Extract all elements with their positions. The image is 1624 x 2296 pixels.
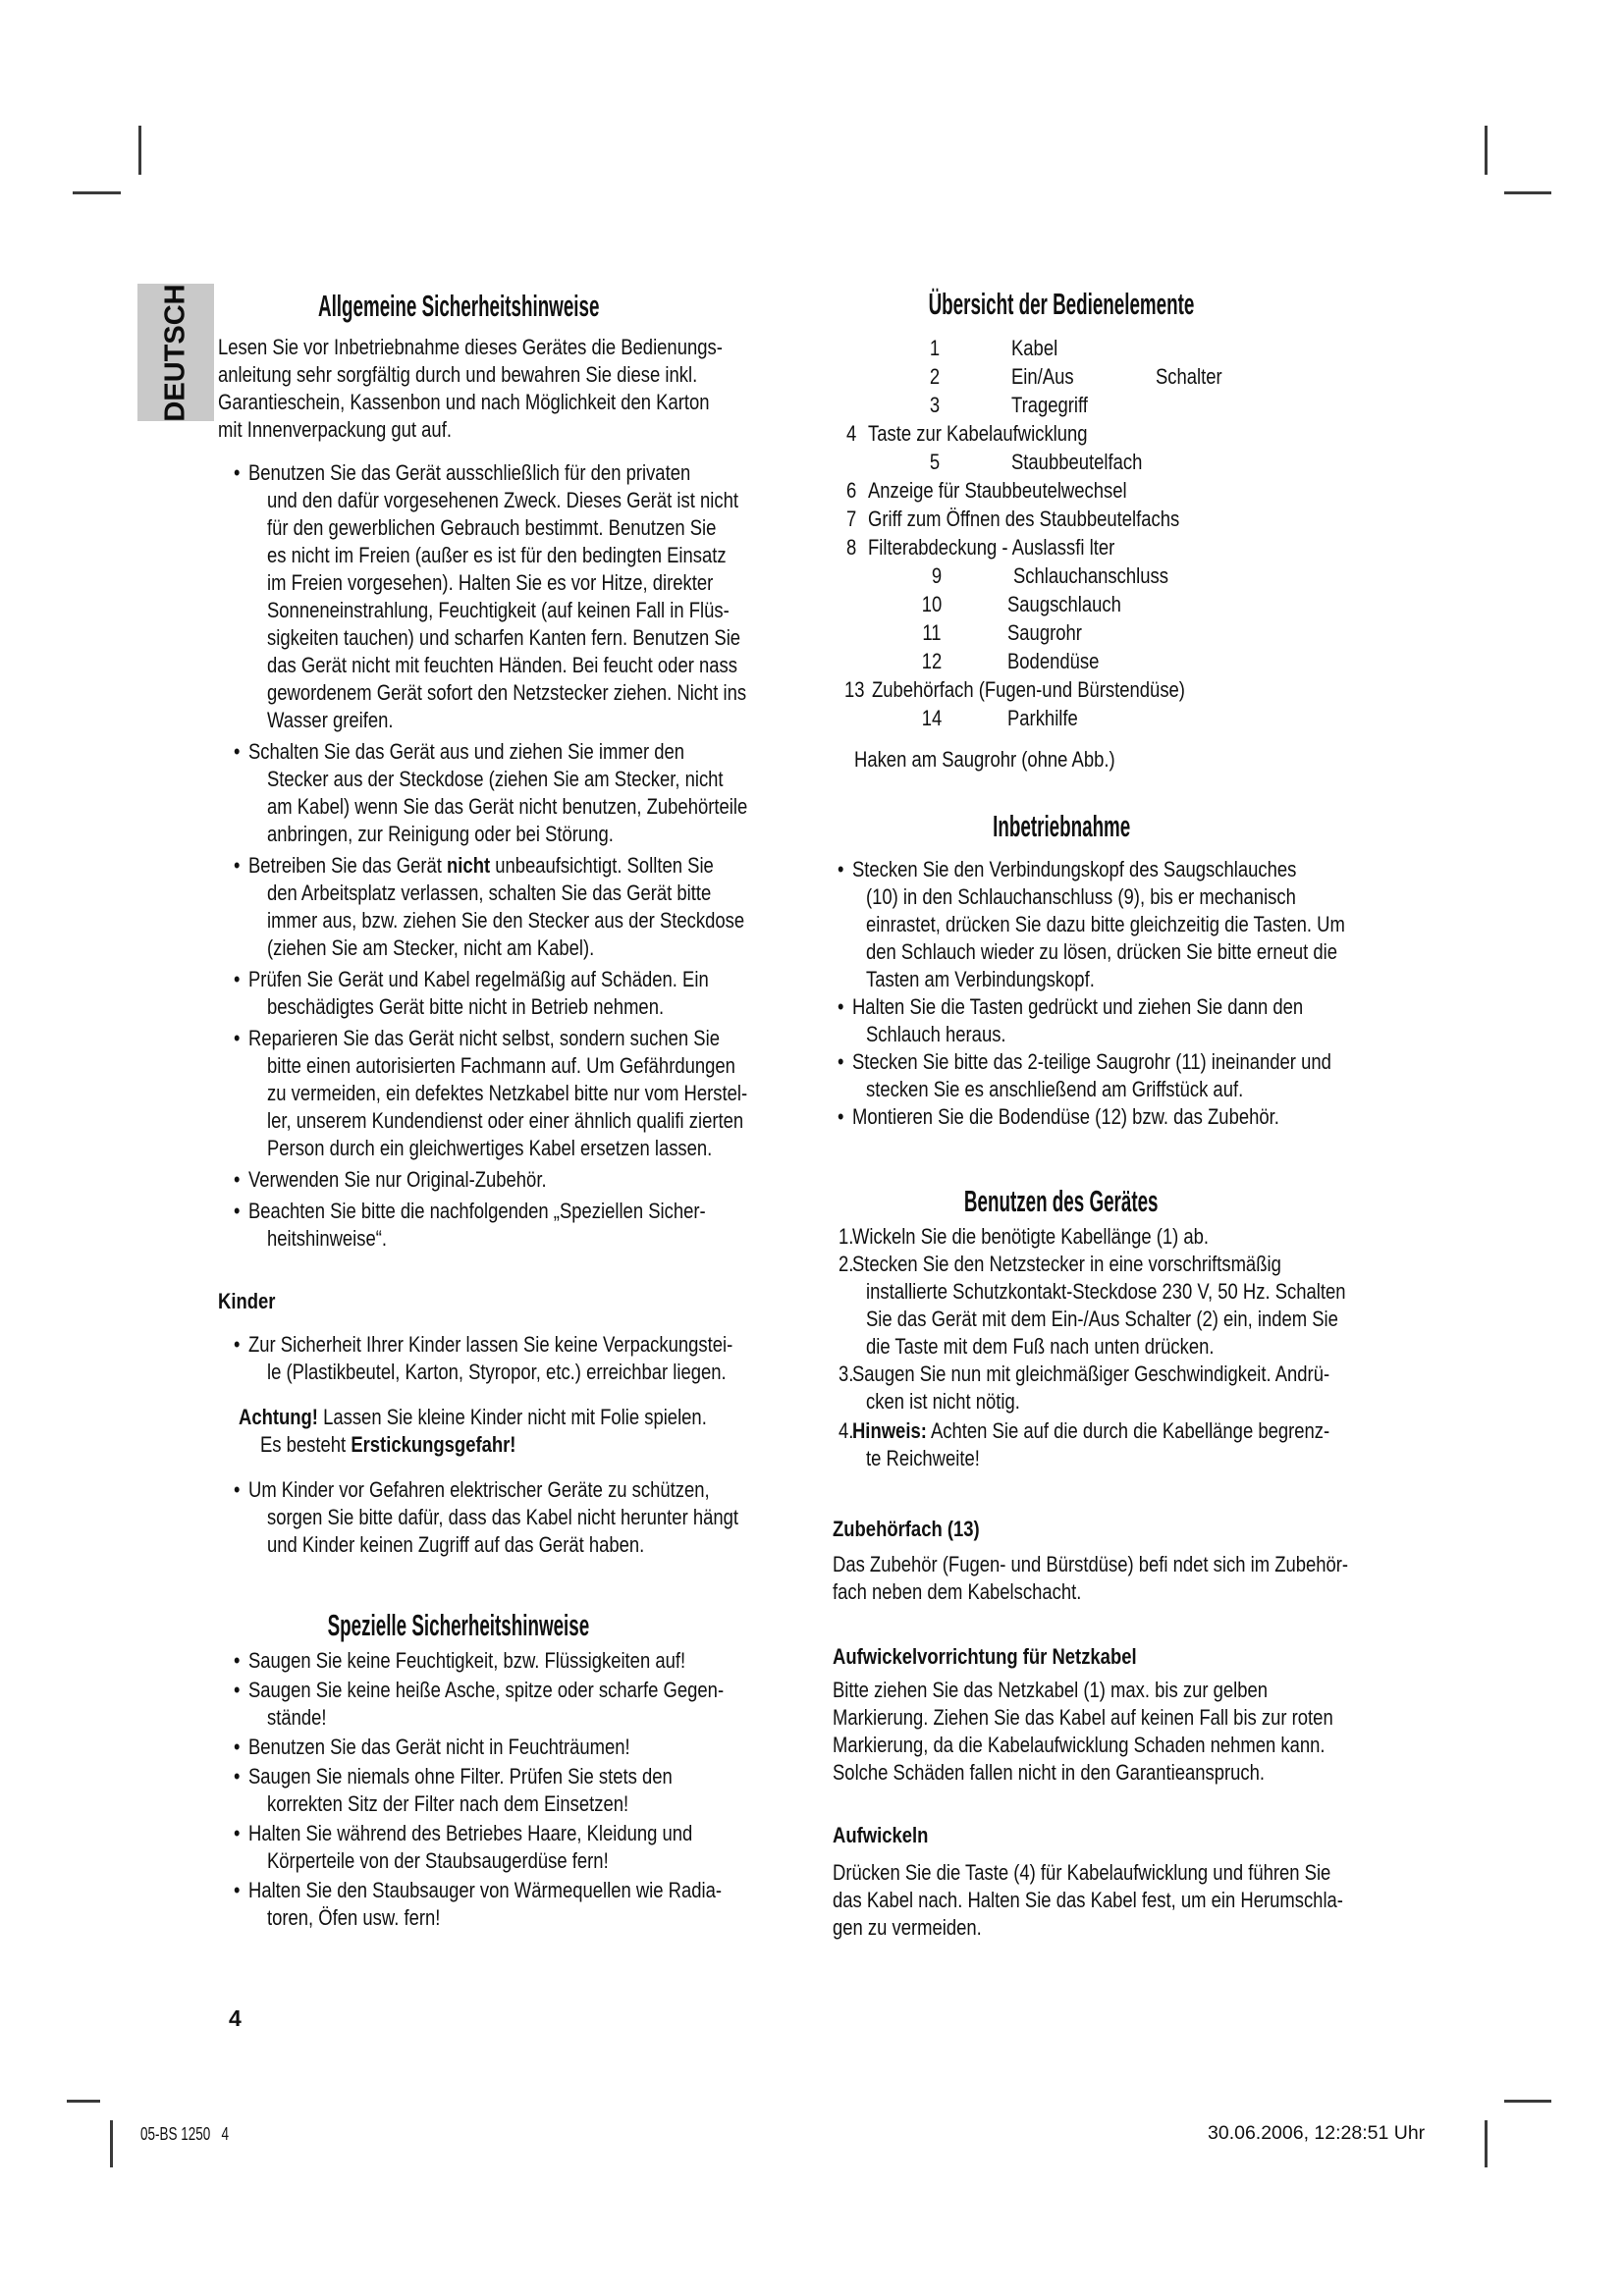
text-line xyxy=(218,1431,830,1459)
section-heading-text xyxy=(328,1606,590,1645)
text-run: Zubehörfach (13) xyxy=(833,1517,980,1541)
text-line xyxy=(218,852,830,880)
text-line xyxy=(218,1704,830,1732)
text-line xyxy=(833,938,1492,966)
parts-list-cell: 3 xyxy=(929,393,941,417)
bullet-item xyxy=(218,852,830,962)
bullet-marker: • xyxy=(233,1764,241,1789)
text-line xyxy=(218,1763,830,1790)
text-line xyxy=(218,416,830,444)
text-run: Stecker aus der Steckdose (ziehen Sie am Stecker, nicht xyxy=(266,767,724,791)
text-run: Schlauch heraus. xyxy=(865,1022,1006,1046)
subheading xyxy=(833,1516,1492,1543)
text-run: bitte einen autorisierten Fachmann auf. Um Gefährdungen xyxy=(266,1053,735,1078)
text-line xyxy=(218,1904,830,1932)
text-run: Inbetriebnahme xyxy=(992,809,1130,843)
text-run: Körperteile von der Staubsaugerdüse fern! xyxy=(266,1848,609,1873)
text-line xyxy=(218,597,830,624)
footer-timestamp: 30.06.2006, 12:28:51 Uhr xyxy=(1208,2122,1426,2144)
parts-list-cell: Schlauchanschluss xyxy=(1012,563,1168,588)
text-line xyxy=(833,883,1492,911)
parts-list-cell: 1 xyxy=(929,336,941,360)
text-run: unbeaufsichtigt. Sollten Sie xyxy=(490,853,714,878)
bullet-item xyxy=(833,1048,1492,1103)
text-line xyxy=(218,542,830,569)
section-heading xyxy=(218,287,699,326)
parts-list-cell: 7 xyxy=(845,507,857,531)
text-line xyxy=(218,1734,830,1761)
parts-list-cell: Griff zum Öffnen des Staubbeutelfachs xyxy=(867,507,1180,531)
bullet-marker: • xyxy=(233,967,241,991)
text-run: Stecken Sie den Netzstecker in eine vorschriftsmäßig xyxy=(851,1252,1281,1276)
text-run: beschädigtes Gerät bitte nicht in Betrieb nehmen. xyxy=(266,994,665,1019)
bullet-item xyxy=(218,1647,830,1675)
text-run: stände! xyxy=(266,1705,327,1730)
text-line xyxy=(218,907,830,934)
parts-list-cell: 13 xyxy=(843,677,865,702)
text-line xyxy=(833,1103,1492,1131)
parts-list-row xyxy=(833,476,1492,505)
parts-list-cell: 6 xyxy=(845,478,857,503)
text-run: fach neben dem Kabelschacht. xyxy=(833,1579,1082,1604)
parts-list-row xyxy=(833,419,1492,448)
text-run: Benutzen Sie das Gerät nicht in Feuchträumen! xyxy=(247,1735,630,1759)
text-line xyxy=(833,1732,1492,1759)
bullet-marker: • xyxy=(233,1878,241,1902)
text-run: und Kinder keinen Zugriff auf das Gerät haben. xyxy=(266,1532,645,1557)
bullet-marker: • xyxy=(233,1199,241,1223)
text-run: le (Plastikbeutel, Karton, Styropor, etc.) erreichbar liegen. xyxy=(266,1360,727,1384)
text-line xyxy=(218,679,830,707)
bullet-marker: • xyxy=(233,1167,241,1192)
text-line xyxy=(833,1306,1492,1333)
bullet-marker: • xyxy=(233,1821,241,1845)
text-run: das Gerät nicht mit feuchten Händen. Bei feucht oder nass xyxy=(266,653,737,677)
section-heading xyxy=(218,1606,699,1645)
paragraph xyxy=(833,1859,1492,1942)
page-number: 4 xyxy=(229,2005,242,2031)
text-line xyxy=(218,993,830,1021)
text-run: (10) in den Schlauchanschluss (9), bis er mechanisch xyxy=(865,884,1296,909)
text-line xyxy=(218,1677,830,1704)
parts-list-row xyxy=(833,704,1492,732)
text-run: Wickeln Sie die benötigte Kabellänge (1) ab. xyxy=(851,1224,1210,1249)
crop-mark-top-right-vertical xyxy=(1485,126,1488,175)
text-line xyxy=(218,934,830,962)
text-run: Aufwickelvorrichtung für Netzkabel xyxy=(833,1644,1137,1669)
section-heading-text xyxy=(928,285,1194,324)
text-run: cken ist nicht nötig. xyxy=(865,1389,1020,1414)
parts-list-cell: 14 xyxy=(921,706,943,730)
text-run: Spezielle Sicherheitshinweise xyxy=(327,1608,590,1642)
crop-mark-bottom-left-horizontal xyxy=(67,2100,100,2103)
text-run: mit Innenverpackung gut auf. xyxy=(218,417,452,442)
bullet-marker: • xyxy=(837,1049,844,1074)
text-run: Saugen Sie keine heiße Asche, spitze oder scharfe Gegen- xyxy=(247,1678,725,1702)
text-line xyxy=(218,1198,830,1225)
text-run: einrastet, drücken Sie dazu bitte gleichzeitig die Tasten. Um xyxy=(865,912,1345,936)
text-run: installierte Schutzkontakt-Steckdose 230 V, 50 Hz. Schalten xyxy=(865,1279,1346,1304)
bullet-item xyxy=(218,1677,830,1732)
text-line xyxy=(218,361,830,389)
text-line xyxy=(218,1166,830,1194)
parts-list-cell: Ein/Aus xyxy=(1010,364,1074,389)
text-run: Sie das Gerät mit dem Ein-/Aus Schalter (2) ein, indem Sie xyxy=(865,1307,1338,1331)
section-heading xyxy=(833,807,1290,846)
text-line xyxy=(833,856,1492,883)
text-run: Zur Sicherheit Ihrer Kinder lassen Sie keine Verpackungstei- xyxy=(247,1332,733,1357)
text-line xyxy=(218,1504,830,1531)
right-column xyxy=(833,285,1492,1942)
text-line xyxy=(218,624,830,652)
text-run: korrekten Sitz der Filter nach dem Einsetzen! xyxy=(266,1791,629,1816)
bullet-marker: • xyxy=(233,1477,241,1502)
text-run: Saugen Sie keine Feuchtigkeit, bzw. Flüssigkeiten auf! xyxy=(247,1648,686,1673)
text-run: Montieren Sie die Bodendüse (12) bzw. das Zubehör. xyxy=(851,1104,1279,1129)
text-line xyxy=(218,389,830,416)
bullet-item xyxy=(218,1877,830,1932)
text-run: Solche Schäden fallen nicht in den Garantieanspruch. xyxy=(833,1760,1266,1785)
paragraph xyxy=(833,746,1492,774)
text-run: Verwenden Sie nur Original-Zubehör. xyxy=(247,1167,547,1192)
parts-list-cell: Filterabdeckung - Auslassfi lter xyxy=(867,535,1115,560)
bullet-item xyxy=(218,1025,830,1162)
text-run: Garantieschein, Kassenbon und nach Möglichkeit den Karton xyxy=(218,390,710,414)
language-tab-label: DEUTSCH xyxy=(159,283,191,422)
text-run: Reparieren Sie das Gerät nicht selbst, sondern suchen Sie xyxy=(247,1026,720,1050)
text-run: anleitung sehr sorgfältig durch und bewahren Sie diese inkl. xyxy=(218,362,698,387)
text-run: es nicht im Freien (außer es ist für den bedingten Einsatz xyxy=(266,543,727,567)
section-heading-text xyxy=(993,807,1130,846)
text-line xyxy=(218,334,830,361)
text-run: sorgen Sie bitte dafür, dass das Kabel nicht herunter hängt xyxy=(266,1505,739,1529)
text-line xyxy=(833,1278,1492,1306)
parts-list-cell: Anzeige für Staubbeutelwechsel xyxy=(867,478,1127,503)
parts-list-cell: Saugschlauch xyxy=(1006,592,1121,616)
bullet-item xyxy=(218,1820,830,1875)
bullet-marker: • xyxy=(837,857,844,881)
text-line xyxy=(218,1877,830,1904)
text-line xyxy=(833,1551,1492,1578)
text-line xyxy=(833,1076,1492,1103)
text-line xyxy=(833,1914,1492,1942)
text-run: te Reichweite! xyxy=(865,1446,980,1470)
parts-list-cell: 9 xyxy=(931,563,943,588)
subheading xyxy=(833,1643,1492,1671)
item-number: 1. xyxy=(838,1224,854,1249)
bullet-marker: • xyxy=(837,994,844,1019)
text-run: gen zu vermeiden. xyxy=(833,1915,982,1940)
bullet-item xyxy=(218,1331,830,1386)
text-run: und den dafür vorgesehenen Zweck. Dieses Gerät ist nicht xyxy=(266,488,738,512)
parts-list-cell: Schalter xyxy=(1155,364,1222,389)
text-line xyxy=(833,911,1492,938)
parts-list-cell: Tragegriff xyxy=(1010,393,1088,417)
parts-list-row xyxy=(833,561,1492,590)
parts-list-row xyxy=(833,590,1492,618)
crop-mark-bottom-right-vertical xyxy=(1485,2120,1488,2167)
text-run: das Kabel nach. Halten Sie das Kabel fest, um ein Herumschla- xyxy=(833,1888,1343,1912)
parts-list-row xyxy=(833,448,1492,476)
bullet-marker: • xyxy=(233,1026,241,1050)
text-run: Halten Sie während des Betriebes Haare, Kleidung und xyxy=(247,1821,693,1845)
text-line xyxy=(218,1790,830,1818)
text-run: Tasten am Verbindungskopf. xyxy=(865,967,1095,991)
text-run: Schalten Sie das Gerät aus und ziehen Sie immer den xyxy=(247,739,685,764)
text-line xyxy=(218,1331,830,1359)
text-run: Lesen Sie vor Inbetriebnahme dieses Gerätes die Bedienungs- xyxy=(218,335,723,359)
text-line xyxy=(218,514,830,542)
text-line xyxy=(833,1445,1492,1472)
text-run: Markierung, da die Kabelaufwicklung Schaden nehmen kann. xyxy=(833,1733,1326,1757)
bold-text: Achtung! xyxy=(238,1405,318,1429)
text-line xyxy=(218,569,830,597)
bullet-item xyxy=(833,1103,1492,1131)
bullet-marker: • xyxy=(837,1104,844,1129)
bold-text: Hinweis: xyxy=(851,1418,927,1443)
subheading xyxy=(833,1822,1492,1849)
text-run: sigkeiten tauchen) und scharfen Kanten fern. Benutzen Sie xyxy=(266,625,741,650)
text-line xyxy=(218,1476,830,1504)
text-line xyxy=(833,1021,1492,1048)
bullet-item xyxy=(218,966,830,1021)
text-line xyxy=(218,1052,830,1080)
footer-imprint: 05-BS 1250 4 xyxy=(140,2124,230,2144)
section-heading-text xyxy=(318,287,599,326)
parts-list-cell: Parkhilfe xyxy=(1006,706,1078,730)
text-run: die Taste mit dem Fuß nach unten drücken. xyxy=(865,1334,1215,1359)
text-run: Beachten Sie bitte die nachfolgenden „Speziellen Sicher- xyxy=(247,1199,706,1223)
text-run: Kinder xyxy=(218,1289,276,1313)
text-run: Achten Sie auf die durch die Kabellänge begrenz- xyxy=(926,1418,1330,1443)
text-line xyxy=(218,1404,830,1431)
bullet-marker: • xyxy=(233,1648,241,1673)
bullet-marker: • xyxy=(233,1735,241,1759)
text-run: Um Kinder vor Gefahren elektrischer Geräte zu schützen, xyxy=(247,1477,710,1502)
text-line xyxy=(833,1333,1492,1361)
text-run: immer aus, bzw. ziehen Sie den Stecker aus der Steckdose xyxy=(266,908,745,933)
text-run: Benutzen Sie das Gerät ausschließlich für den privaten xyxy=(247,460,691,485)
text-line xyxy=(833,1887,1492,1914)
parts-list-cell: 8 xyxy=(845,535,857,560)
text-line xyxy=(218,1647,830,1675)
text-line xyxy=(833,1223,1492,1251)
bullet-item xyxy=(833,856,1492,993)
text-line xyxy=(833,1417,1492,1445)
parts-list-cell: Saugrohr xyxy=(1006,620,1082,645)
text-line xyxy=(218,652,830,679)
text-run: am Kabel) wenn Sie das Gerät nicht benutzen, Zubehörteile xyxy=(266,794,748,819)
bullet-marker: • xyxy=(233,1678,241,1702)
text-line xyxy=(218,1359,830,1386)
bullet-item xyxy=(218,1198,830,1253)
crop-mark-bottom-left-vertical xyxy=(110,2120,113,2167)
text-line xyxy=(833,1578,1492,1606)
text-run: Saugen Sie nun mit gleichmäßiger Geschwindigkeit. Andrü- xyxy=(851,1362,1330,1386)
text-run: toren, Öfen usw. fern! xyxy=(266,1905,441,1930)
bullet-item xyxy=(218,1166,830,1194)
bullet-item xyxy=(218,1734,830,1761)
text-run: heitshinweise“. xyxy=(266,1226,388,1251)
parts-list-row xyxy=(833,647,1492,675)
paragraph xyxy=(218,334,830,444)
bullet-marker: • xyxy=(233,739,241,764)
text-run: Halten Sie die Tasten gedrückt und ziehen Sie dann den xyxy=(851,994,1304,1019)
parts-list-row xyxy=(833,675,1492,704)
item-number: 4. xyxy=(838,1418,854,1443)
text-line xyxy=(218,1025,830,1052)
text-line xyxy=(218,1847,830,1875)
text-run: Halten Sie den Staubsauger von Wärmequellen wie Radia- xyxy=(247,1878,723,1902)
item-number: 2. xyxy=(838,1252,854,1276)
subheading xyxy=(218,1288,830,1315)
parts-list-row xyxy=(833,362,1492,391)
text-line xyxy=(833,1388,1492,1415)
text-line xyxy=(218,966,830,993)
parts-list-cell: 4 xyxy=(845,421,857,446)
bullet-marker: • xyxy=(233,853,241,878)
parts-list-row xyxy=(833,505,1492,533)
text-line xyxy=(218,1225,830,1253)
text-run: Markierung. Ziehen Sie das Kabel auf keinen Fall bis zur roten xyxy=(833,1705,1333,1730)
paragraph xyxy=(833,1677,1492,1787)
text-line xyxy=(833,1759,1492,1787)
section-heading xyxy=(833,285,1290,324)
bullet-item xyxy=(218,738,830,848)
text-run: Person durch ein gleichwertiges Kabel ersetzen lassen. xyxy=(266,1136,713,1160)
bullet-marker: • xyxy=(233,460,241,485)
text-run: stecken Sie es anschließend am Griffstück auf. xyxy=(865,1077,1244,1101)
text-line xyxy=(218,1080,830,1107)
text-line xyxy=(833,1704,1492,1732)
text-line xyxy=(218,821,830,848)
text-run: Aufwickeln xyxy=(833,1823,929,1847)
numbered-item xyxy=(833,1417,1492,1472)
language-tab xyxy=(137,284,214,421)
text-line xyxy=(833,1251,1492,1278)
left-column xyxy=(218,287,830,1932)
text-line xyxy=(833,1361,1492,1388)
parts-list-cell: Taste zur Kabelaufwicklung xyxy=(867,421,1088,446)
text-line xyxy=(218,707,830,734)
parts-list-row xyxy=(833,533,1492,561)
parts-list-cell: 11 xyxy=(922,620,942,645)
text-line xyxy=(218,487,830,514)
parts-list-cell: Bodendüse xyxy=(1006,649,1100,673)
text-run: Benutzen des Gerätes xyxy=(964,1184,1159,1218)
text-run: Übersicht der Bedienelemente xyxy=(928,287,1195,321)
section-heading-text xyxy=(964,1182,1159,1221)
text-line xyxy=(218,1820,830,1847)
parts-list-row xyxy=(833,391,1492,419)
text-line xyxy=(833,993,1492,1021)
text-run: den Schlauch wieder zu lösen, drücken Sie bitte erneut die xyxy=(865,939,1337,964)
bullet-item xyxy=(218,1476,830,1559)
parts-list-cell: Kabel xyxy=(1010,336,1058,360)
paragraph xyxy=(833,1551,1492,1606)
text-line xyxy=(833,1677,1492,1704)
text-run: ler, unserem Kundendienst oder einer ähnlich qualifi zierten xyxy=(266,1108,744,1133)
text-run: (ziehen Sie am Stecker, nicht am Kabel). xyxy=(266,935,595,960)
item-number: 3. xyxy=(838,1362,854,1386)
text-run: Stecken Sie bitte das 2-teilige Saugrohr (11) ineinander und xyxy=(851,1049,1331,1074)
text-line xyxy=(218,1531,830,1559)
bold-text: Erstickungsgefahr! xyxy=(351,1432,516,1457)
bullet-marker: • xyxy=(233,1332,241,1357)
text-line xyxy=(833,966,1492,993)
text-run: gewordenem Gerät sofort den Netzstecker ziehen. Nicht ins xyxy=(266,680,747,705)
parts-list-row xyxy=(833,618,1492,647)
text-run: den Arbeitsplatz verlassen, schalten Sie das Gerät bitte xyxy=(266,881,712,905)
bold-text: nicht xyxy=(447,853,491,878)
text-run: Betreiben Sie das Gerät xyxy=(247,853,448,878)
bullet-item xyxy=(218,1763,830,1818)
text-line xyxy=(218,766,830,793)
text-line xyxy=(218,459,830,487)
section-heading xyxy=(833,1182,1290,1221)
parts-list-cell: Staubbeutelfach xyxy=(1010,450,1143,474)
bullet-item xyxy=(833,993,1492,1048)
text-run: Haken am Saugrohr (ohne Abb.) xyxy=(853,747,1115,772)
text-line xyxy=(833,1048,1492,1076)
text-line xyxy=(218,1135,830,1162)
text-run: Sonneneinstrahlung, Feuchtigkeit (auf keinen Fall in Flüs- xyxy=(266,598,730,622)
text-line xyxy=(218,880,830,907)
text-run: Wasser greifen. xyxy=(266,708,394,732)
text-line xyxy=(833,746,1492,774)
bullet-item xyxy=(218,459,830,734)
crop-mark-top-left-vertical xyxy=(138,126,141,175)
text-run: Stecken Sie den Verbindungskopf des Saugschlauches xyxy=(851,857,1297,881)
numbered-item xyxy=(833,1361,1492,1415)
text-run: Saugen Sie niemals ohne Filter. Prüfen Sie stets den xyxy=(247,1764,673,1789)
paragraph xyxy=(218,1404,830,1459)
parts-list-row xyxy=(833,334,1492,362)
text-line xyxy=(218,793,830,821)
text-run: Lassen Sie kleine Kinder nicht mit Folie spielen. xyxy=(317,1405,707,1429)
text-line xyxy=(218,738,830,766)
text-run: anbringen, zur Reinigung oder bei Störung. xyxy=(266,822,614,846)
parts-list-cell: 10 xyxy=(921,592,943,616)
crop-mark-top-right-horizontal xyxy=(1504,191,1551,194)
numbered-item xyxy=(833,1223,1492,1251)
text-line xyxy=(218,1107,830,1135)
text-run: Das Zubehör (Fugen- und Bürstdüse) befi ndet sich im Zubehör- xyxy=(833,1552,1349,1576)
text-run: Bitte ziehen Sie das Netzkabel (1) max. bis zur gelben xyxy=(833,1678,1269,1702)
parts-list-cell: 12 xyxy=(921,649,943,673)
crop-mark-top-left-horizontal xyxy=(73,191,121,194)
text-run: zu vermeiden, ein defektes Netzkabel bitte nur vom Herstel- xyxy=(266,1081,748,1105)
parts-list-cell: Zubehörfach (Fugen-und Bürstendüse) xyxy=(871,677,1185,702)
text-run: für den gewerblichen Gebrauch bestimmt. Benutzen Sie xyxy=(266,515,717,540)
numbered-item xyxy=(833,1251,1492,1361)
text-run: Es besteht xyxy=(259,1432,352,1457)
parts-list-cell: 2 xyxy=(929,364,941,389)
text-run: Allgemeine Sicherheitshinweise xyxy=(317,289,600,323)
text-run: Prüfen Sie Gerät und Kabel regelmäßig auf Schäden. Ein xyxy=(247,967,709,991)
text-run: Drücken Sie die Taste (4) für Kabelaufwicklung und führen Sie xyxy=(833,1860,1331,1885)
text-line xyxy=(833,1859,1492,1887)
crop-mark-bottom-right-horizontal xyxy=(1504,2100,1551,2103)
text-run: im Freien vorgesehen). Halten Sie es vor Hitze, direkter xyxy=(266,570,714,595)
parts-list-cell: 5 xyxy=(929,450,941,474)
